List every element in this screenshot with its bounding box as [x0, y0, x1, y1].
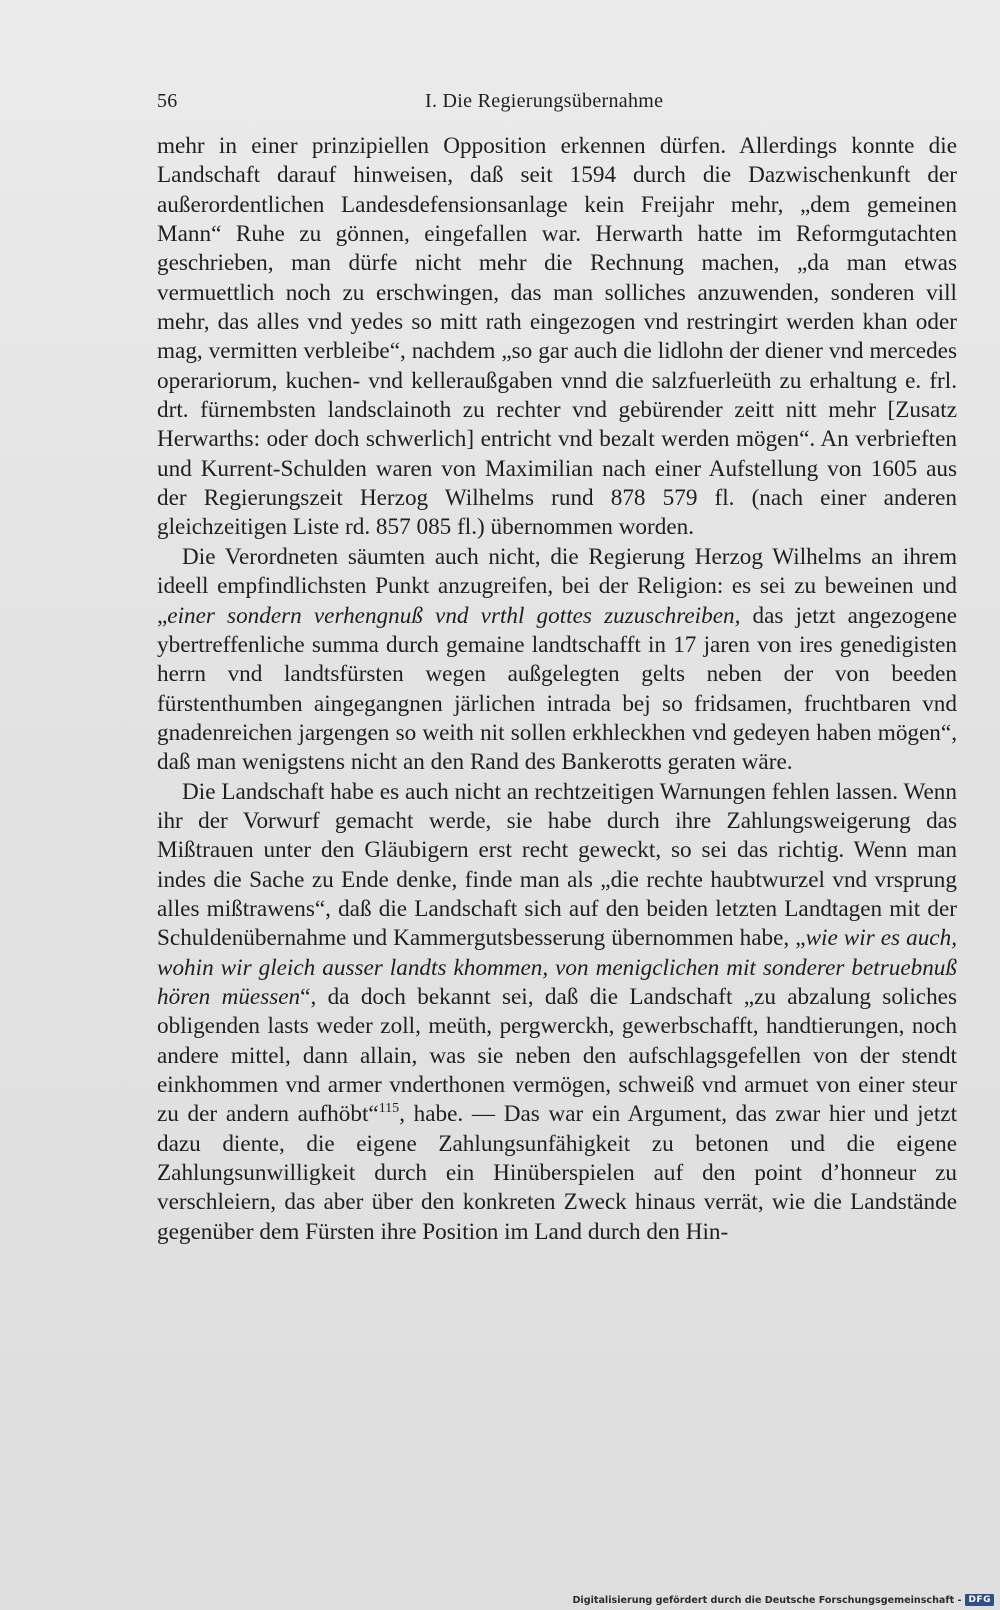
dfg-logo: DFG [965, 1594, 994, 1606]
paragraph-2-quote-italic: einer sondern verhengnuß vnd vrthl gottes zuzuschreiben, [167, 602, 741, 629]
digitization-credit [572, 1592, 994, 1608]
paragraph-2-text-a: Die Verordneten säumten auch nicht, die Regierung Herzog Wilhelms an ihrem ideell empfindlichsten Punkt anzugreifen, bei der Religion: es sei zu beweinen und „ [157, 543, 957, 629]
page-number: 56 [157, 90, 178, 112]
footnote-marker: 115 [378, 1101, 400, 1117]
paragraph-3 [157, 778, 957, 1248]
running-title: I. Die Regierungsübernahme [425, 90, 664, 112]
paragraph-2-text-b: das jetzt angezogene ybertreffenliche summa durch gemaine landtschafft in 17 jaren von ires genedigisten herrn vnd landtsfürsten wegen außgelegten gelts neben der von beeden fürstenthumben aingegangnen järlichen intrada bej so fridsamen, fruchtbaren vnd gnadenreichen jargengen so weith nit sollen erkhleckhen vnd gedeyen haben mögen“, daß man wenigstens nicht an den Rand des Bankerotts geraten wäre. [157, 602, 957, 776]
paragraph-3-text-b: “, da doch bekannt sei, daß die Landschaft „zu abzalung soliches obligenden lasts weder zoll, meüth, pergwerckh, gewerbschafft, handtierungen, noch andere mittel, dann allain, was sie neben den aufschlagsgefellen von der stendt einkhommen vnd armer vnderthonen vermögen, schweiß vnd armuet von einer steur zu der andern aufhöbt“ [157, 983, 957, 1128]
paragraph-3-quote-italic: wie wir es auch, wohin wir gleich ausser landts khommen, von menigclichen mit sonderer betruebnuß hören müessen [157, 925, 957, 1010]
paragraph-1-text: mehr in einer prinzipiellen Opposition erkennen dürfen. Allerdings konnte die Landschaft darauf hinweisen, daß seit 1594 durch die Dazwischenkunft der außerordentlichen Landesdefensionsanlage kein Freijahr mehr, „dem gemeinen Mann“ Ruhe zu gönnen, eingefallen war. Herwarth hatte im Reformgutachten geschrieben, man dürfe nicht mehr die Rechnung machen, „da man etwas vermuettlich noch zu erschwingen, das man solliches anzuwenden, sonderen vill mehr, das alles vnd yedes so mitt rath eingezogen vnd restringirt werden khan oder mag, vermitten verbleibe“, nachdem „so gar auch die lidlohn der diener vnd mercedes operariorum, kuchen- vnd kelleraußgaben vnnd die salzfuerleüth zu erhaltung e. frl. drt. fürnembsten landsclainoth zu rechter vnd gebürender zeitt nitt mehr [Zusatz Herwarths: oder doch schwerlich] entricht vnd bezalt werden mögen“. An verbrieften und Kurrent-Schulden waren von Maximilian nach einer Aufstellung von 1605 aus der Regierungszeit Herzog Wilhelms rund 878 579 fl. (nach einer anderen gleichzeitigen Liste rd. 857 085 fl.) übernommen worden. [157, 133, 957, 541]
paragraph-3-text-a: Die Landschaft habe es auch nicht an rechtzeitigen Warnungen fehlen lassen. Wenn ihr der Vorwurf gemacht werde, sie habe durch ihre Zahlungsweigerung das Mißtrauen unter den Gläubigern erst recht geweckt, so sei das richtig. Wenn man indes die Sache zu Ende denke, finde man als „die rechte haubtwurzel vnd vrsprung alles mißtrawens“, daß die Landschaft sich auf den beiden letzten Landtagen mit der Schuldenübernahme und Kammergutsbesserung übernommen habe, „ [157, 778, 957, 952]
paragraph-1 [157, 132, 957, 543]
credit-text: Digitalisierung gefördert durch die Deutsche Forschungsgemeinschaft - [572, 1594, 962, 1606]
body-text [157, 132, 957, 1247]
paragraph-2 [157, 543, 957, 778]
running-head [157, 86, 957, 116]
paragraph-3-text-c: , habe. — Das war ein Argument, das zwar hier und jetzt dazu diente, die eigene Zahlungsunfähigkeit zu betonen und die eigene Zahlungsunwilligkeit durch ein Hinüberspielen auf den point d’honneur zu verschleiern, das aber über den konkreten Zweck hinaus verrät, wie die Landstände gegenüber dem Fürsten ihre Position im Land durch den Hin- [157, 1101, 958, 1245]
